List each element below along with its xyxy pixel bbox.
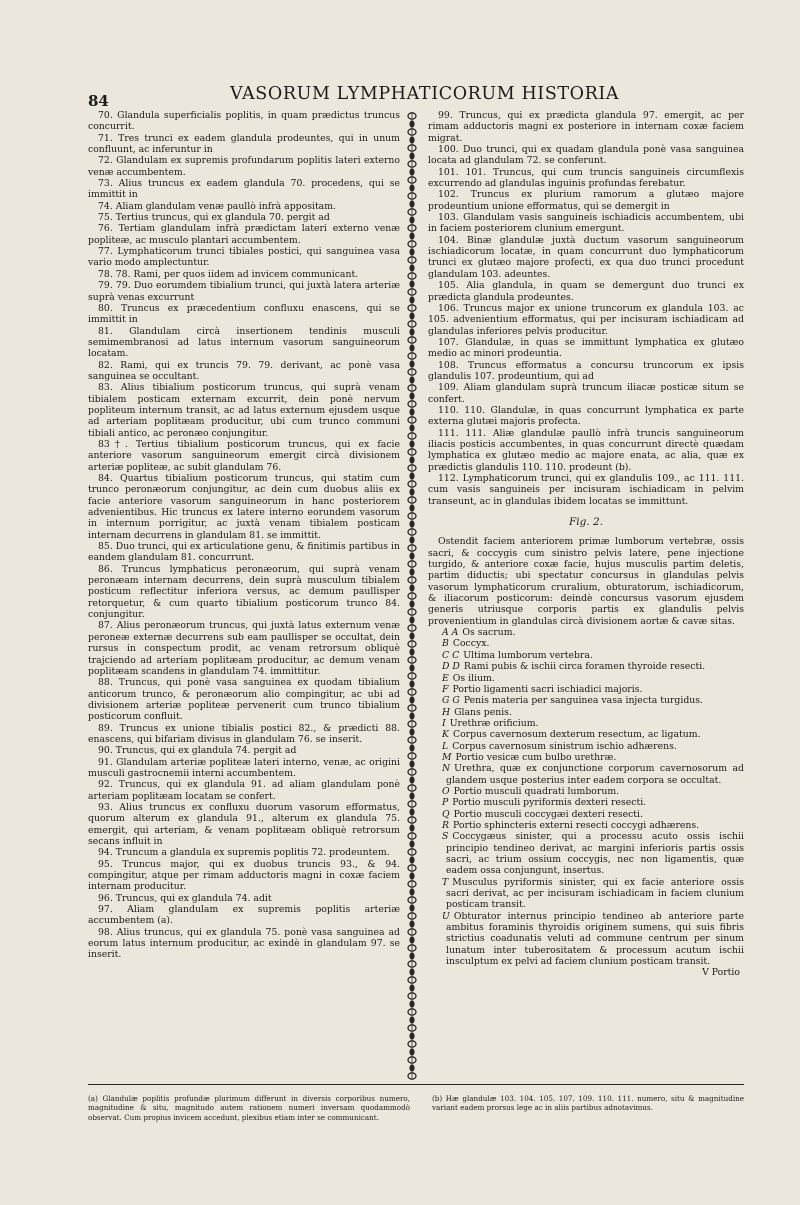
legend-text: Urethræ orificium.	[449, 717, 539, 729]
entry-paragraph: 89. Truncus ex unione tibialis postici 82., & prædicti 88. enascens, qui bifariam divisus in glandulam 76. se inserit.	[88, 722, 400, 745]
entry-paragraph: 103. Glandulam vasis sanguineis ischiadicis accumbentem, ubi in faciem posteriorem clunium emergunt.	[428, 212, 744, 235]
legend-item	[428, 695, 744, 706]
legend-text: Os sacrum.	[462, 627, 516, 639]
legend-text: Portio musculi coccygæi dexteri resecti.	[453, 808, 643, 820]
entry-paragraph: 78. 78. Rami, per quos iidem ad invicem communicant.	[98, 268, 359, 280]
figure-title: Fig. 2.	[568, 516, 604, 529]
legend-key: P	[442, 797, 449, 809]
legend-item	[428, 741, 744, 752]
entry-paragraph: 112. Lymphaticorum trunci, qui ex glandulis 109., ac 111. 111. cum vasis sanguineis per incisuram ischiadicam in pelvim transeunt, ac in glandulas ibidem locatas se immittunt.	[428, 473, 744, 507]
legend-text: Portio musculi quadrati lumborum.	[453, 785, 620, 797]
entry-paragraph: 85. Duo trunci, qui ex articulatione genu, & finitimis partibus in eandem glandulam 81. concurrunt.	[88, 541, 400, 564]
entry-paragraph: 95. Truncus major, qui ex duobus truncis 93., & 94. compingitur, atque per rimam adductoris magni in coxæ faciem internam producitur.	[88, 858, 400, 893]
entry-paragraph: 83. Alius tibialium posticorum truncus, qui suprà venam tibialem posticam externam excurrit, dein ponè nervum popliteum internum transit, ac ad latus externum ejusdem usque ad arteriam poplitæam producitur, ubi cum trunco communi tibiali antico, ac peronæo conjungitur.	[88, 382, 400, 439]
legend-item	[428, 627, 744, 638]
legend-text: Corpus cavernosum sinistrum ischio adhærens.	[452, 740, 677, 752]
legend-key: L	[442, 740, 449, 752]
entry-paragraph: 105. Alia glandula, in quam se demergunt duo trunci ex prædicta glandula prodeuntes.	[428, 280, 744, 303]
legend-key: E	[442, 672, 449, 684]
entry-paragraph: 91. Glandulam arteriæ popliteæ lateri interno, venæ, ac origini musculi gastrocnemii interni accumbentem.	[88, 756, 400, 779]
legend-item	[428, 797, 744, 808]
legend-key: K	[442, 729, 449, 741]
running-title: VASORUM LYMPHATICORUM HISTORIA	[230, 84, 620, 104]
entry-paragraph: 82. Rami, qui ex truncis 79. 79. derivant, ac ponè vasa sanguinea se occultant.	[88, 359, 400, 382]
legend-item	[428, 684, 744, 695]
entry-paragraph: 109. Aliam glandulam suprà truncum iliacæ posticæ situm se confert.	[428, 382, 744, 405]
legend-text: Os ilium.	[452, 672, 495, 684]
legend-key: I	[442, 717, 446, 729]
legend-key: H	[442, 706, 451, 718]
entry-paragraph: 101. 101. Truncus, qui cum truncis sanguineis circumflexis excurrendo ad glandulas inguinis profundas ferebatur.	[428, 166, 744, 190]
legend-key: D D	[442, 661, 460, 673]
legend-key: A A	[442, 627, 459, 639]
legend-text: Obturator internus principio tendineo ab anteriore parte ambitus foraminis thyroidis originem sumens, qui suis fibris strictius coadunatis veluti ad commune centrum per sinum lunatum inter tuberositatem & processum acutum ischii insculptum ex pelvi ad faciem clunium posticam transit.	[446, 910, 744, 968]
legend-text: Portio musculi pyriformis dexteri resecti.	[452, 797, 647, 809]
entry-paragraph: 93. Alius truncus ex confluxu duorum vasorum efformatus, quorum alterum ex glandula 91., alterum ex glandula 75. emergit, qui arteriam, & venam poplitæam obliquè retrorsum secans influit in	[88, 801, 400, 847]
legend-key: F	[442, 683, 449, 695]
entry-paragraph: 100. Duo trunci, qui ex quadam glandula ponè vasa sanguinea locata ad glandulam 72. se conferunt.	[428, 144, 744, 167]
entry-paragraph: 106. Truncus major ex unione truncorum ex glandula 103. ac 105. advenientium efformatus, qui per incisuram ischiadicam ad glandulas inferiores pelvis producitur.	[428, 302, 744, 337]
entry-paragraph: 77. Lymphaticorum trunci tibiales postici, qui sanguinea vasa vario modo amplectuntur.	[88, 246, 400, 269]
legend-item	[428, 763, 744, 786]
legend-key: M	[442, 751, 452, 763]
entry-paragraph: 71. Tres trunci ex eadem glandula prodeuntes, qui in unum confluunt, ac inferuntur in	[88, 132, 400, 156]
legend-item	[428, 729, 744, 740]
footnote-rule	[88, 1084, 744, 1085]
entry-paragraph: 72. Glandulam ex supremis profundarum poplitis lateri externo venæ accumbentem.	[88, 155, 400, 178]
entry-paragraph: 80. Truncus ex præcedentium confluxu enascens, qui se immittit in	[88, 302, 400, 326]
legend-text: Portio vesicæ cum bulbo urethræ.	[455, 751, 617, 763]
footnote-a: (a) Glandulæ poplitis profundæ plurimum differunt in diversis corporibus numero, magnitudine & situ, magnitudo autem rationem numeri inversam quodammodò observat. Cum propius invicem accedunt, plexibus etiam inter se communicant.	[88, 1094, 410, 1122]
entry-paragraph: 88. Truncus, qui ponè vasa sanguinea ex quodam tibialium anticorum trunco, & peronæorum alio compingitur, ac ubi ad divisionem arteriæ popliteæ pervenerit cum trunco tibialium posticorum confluit.	[88, 677, 400, 723]
entry-paragraph: 111. 111. Aliæ glandulæ paullò infrà truncis sanguineorum iliacis posticis accumbentes, in quas concurrunt directè quædam lymphatica ex glutæo medio ac majore enata, ac alia, quæ ex prædictis glandulis 110. 110. prodeunt (b).	[428, 427, 744, 473]
legend-item	[428, 661, 744, 672]
right-column	[428, 110, 744, 979]
legend-item	[428, 673, 744, 684]
footnote-b: (b) Hæ glandulæ 103. 104. 105. 107. 109. 110. 111. numero, situ & magnitudine variant eadem prorsus lege ac in aliis partibus adnotavimus.	[432, 1094, 744, 1113]
entry-paragraph: 97. Aliam glandulam ex supremis poplitis arteriæ accumbentem (a).	[88, 904, 400, 927]
entry-paragraph: 96. Truncus, qui ex glandula 74. adit	[98, 892, 272, 904]
legend-key: R	[442, 819, 449, 831]
legend-item	[428, 650, 744, 661]
legend-text: Coccyx.	[452, 638, 490, 650]
entry-paragraph: 98. Alius truncus, qui ex glandula 75. ponè vasa sanguinea ad eorum latus internum producitur, ac exindè in glandulam 97. se inserit.	[88, 926, 400, 961]
legend-text: Rami pubis & ischii circa foramen thyroide resecti.	[463, 661, 706, 673]
legend-text: Portio ligamenti sacri ischiadici majoris.	[452, 683, 643, 695]
legend-key: C C	[442, 649, 460, 661]
legend-text: Musculus pyriformis sinister, qui ex facie anteriore ossis sacri derivat, ac per incisuram ischiadicam in faciem clunium posticam transit.	[446, 876, 744, 911]
entry-paragraph: 81. Glandulam circà insertionem tendinis musculi semimembranosi ad latus internum vasorum sanguineorum locatam.	[88, 325, 400, 360]
entry-paragraph: 86. Truncus lymphaticus peronæorum, qui suprà venam peronæam internam decurrens, dein suprà musculum tibialem posticum reflectitur inferiora versus, ac demum paullisper retorquetur, & cum quarto tibialium posticorum trunco 84. conjungitur.	[88, 563, 400, 621]
legend-text: Portio sphincteris externi resecti coccygi adhærens.	[453, 819, 700, 831]
legend-item	[428, 752, 744, 763]
page-number: 84	[88, 92, 109, 110]
legend-key: O	[442, 785, 450, 797]
entry-paragraph: 94. Truncum a glandula ex supremis poplitis 72. prodeuntem.	[98, 847, 390, 859]
legend-key: Q	[442, 808, 450, 820]
legend-item	[428, 831, 744, 876]
legend-item	[428, 786, 744, 797]
figure-legend	[428, 627, 744, 967]
entry-paragraph: 110. 110. Glandulæ, in quas concurrunt lymphatica ex parte externa glutæi majoris profecta.	[428, 404, 744, 428]
legend-text: Coccygæus sinister, qui a processu acuto ossis ischii principio tendineo derivat, ac margini inferioris partis ossis sacri, ac trium ossium coccygis, nec non ligamentis, quæ eadem ossa conjungunt, insertus.	[446, 831, 744, 877]
legend-item	[428, 820, 744, 831]
legend-key: N	[442, 763, 451, 775]
legend-text: Urethra, quæ ex conjunctione corporum cavernosorum ad glandem usque posterius inter eadem corpora se occultat.	[446, 763, 744, 786]
legend-key: B	[442, 638, 449, 650]
legend-text: Ultima lumborum vertebra.	[463, 649, 593, 661]
legend-key: U	[442, 910, 450, 922]
left-column	[88, 110, 400, 961]
legend-item	[428, 638, 744, 649]
legend-text: Corpus cavernosum dexterum resectum, ac ligatum.	[452, 729, 701, 741]
entry-paragraph: 108. Truncus efformatus a concursu truncorum ex ipsis glandulis 107. prodeuntium, qui ad	[428, 359, 744, 382]
right-paragraphs	[428, 110, 744, 507]
entry-paragraph: 83†. Tertius tibialium posticorum truncus, qui ex facie anteriore vasorum sanguineorum emergit circà divisionem arteriæ popliteæ, ac subit glandulam 76.	[88, 438, 400, 473]
entry-paragraph: 73. Alius truncus ex eadem glandula 70. procedens, qui se immittit in	[88, 178, 400, 201]
entry-paragraph: 90. Truncus, qui ex glandula 74. pergit ad	[98, 745, 297, 757]
catchword: V Portio	[702, 967, 740, 979]
entry-paragraph: 107. Glandulæ, in quas se immittunt lymphatica ex glutæo medio ac minori prodeuntia.	[428, 336, 744, 360]
legend-item	[428, 707, 744, 718]
entry-paragraph: 76. Tertiam glandulam infrà prædictam lateri externo venæ popliteæ, ac musculo plantari accumbentem.	[88, 223, 400, 246]
legend-item	[428, 809, 744, 820]
entry-paragraph: 84. Quartus tibialium posticorum truncus, qui statim cum trunco peronæorum conjungitur, ac dein cum duobus aliis ex facie anteriore vasorum sanguineorum in hanc posteriorem advenientibus. Hic truncus ex latere interno eorundem vasorum in internum porrigitur, ac juxtà venam tibialem posticam internam decurrens in glandulam 81. se immittit.	[88, 473, 400, 541]
legend-item	[428, 718, 744, 729]
entry-paragraph: 87. Alius peronæorum truncus, qui juxtà latus externum venæ peroneæ externæ decurrens sub eam paullisper se occultat, dein rursus in conspectum prodit, ac venam retrorsum obliquè trajciendo ad arteriam poplitæam producitur, ac demum venam poplitæam scandens in glandulam 74. immittitur.	[88, 620, 400, 677]
entry-paragraph: 75. Tertius truncus, qui ex glandula 70. pergit ad	[98, 212, 330, 224]
entry-paragraph: 70. Glandula superficialis poplitis, in quam prædictus truncus concurrit.	[88, 110, 400, 133]
entry-paragraph: 99. Truncus, qui ex prædicta glandula 97. emergit, ac per rimam adductoris magni ex posteriore in internam coxæ faciem migrat.	[428, 110, 744, 144]
legend-text: Glans penis.	[454, 706, 512, 718]
entry-paragraph: 104. Binæ glandulæ juxtà ductum vasorum sanguineorum ischiadicorum locatæ, in quam concurrunt duo lymphaticorum trunci ex glutæo majore profecti, ex qua duo trunci procedunt glandulam 103. adeuntes.	[428, 234, 744, 280]
figure-description: Ostendit faciem anteriorem primæ lumborum vertebræ, ossis sacri, & coccygis cum sinistro pelvis latere, pene injectione turgido, & anteriore coxæ facie, hujus musculis partim deletis, partim diductis; ubi spectatur concursus in glandulas pelvis vasorum lymphaticorum cruralium, obturatorum, ischiadicorum, & iliacorum posticorum: deindè concursus vasorum ejusdem generis utriusque corporis partis ex glandulis pelvis provenientium in glandulas circà divisionem aortæ & cavæ sitas.	[428, 536, 744, 627]
entry-paragraph: 102. Truncus ex plurium ramorum a glutæo majore prodeuntium unione efformatus, qui se demergit in	[428, 189, 744, 212]
ornamental-divider-icon	[403, 112, 421, 1080]
entry-paragraph: 74. Aliam glandulam venæ paullò infrà appositam.	[98, 200, 336, 212]
entry-paragraph: 92. Truncus, qui ex glandula 91. ad aliam glandulam ponè arteriam poplitæam locatam se confert.	[88, 779, 400, 802]
legend-key: G G	[442, 695, 460, 707]
legend-item	[428, 911, 744, 968]
legend-item	[428, 877, 744, 911]
legend-key: T	[442, 876, 449, 888]
legend-text: Penis materia per sanguinea vasa injecta turgidus.	[463, 695, 704, 707]
legend-key: S	[442, 831, 449, 843]
entry-paragraph: 79. 79. Duo eorumdem tibialium trunci, qui juxtà latera arteriæ suprà venas excurrunt	[88, 280, 400, 303]
